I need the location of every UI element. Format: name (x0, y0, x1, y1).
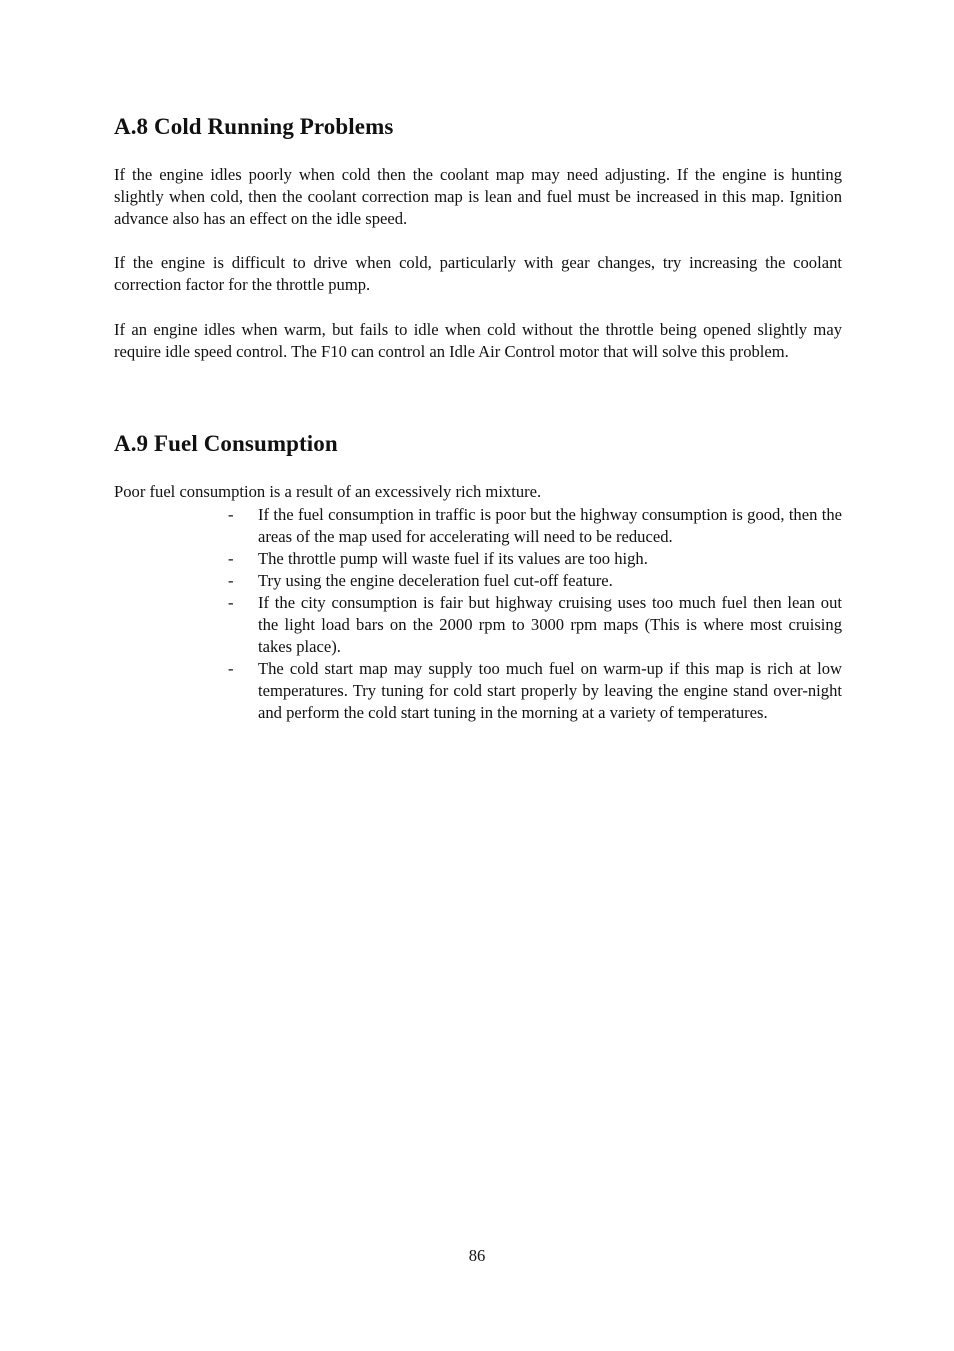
bullet-dash: - (228, 505, 234, 524)
list-item (114, 504, 842, 548)
list-item-text: The throttle pump will waste fuel if its values are too high. (258, 549, 648, 568)
fuel-consumption-list (114, 504, 842, 724)
section-heading-a9: A.9 Fuel Consumption (114, 431, 338, 456)
list-item-text: If the city consumption is fair but highway cruising uses too much fuel then lean out the light load bars on the 2000 rpm to 3000 rpm maps (This is where most cruising takes place). (258, 593, 842, 656)
paragraph-coolant-map: If the engine idles poorly when cold then the coolant map may need adjusting. If the engine is hunting slightly when cold, then the coolant correction map is lean and fuel must be increased in this map. Ignition advance also has an effect on the idle speed. (114, 165, 842, 228)
bullet-dash: - (228, 571, 234, 590)
list-item-text: Try using the engine deceleration fuel cut-off feature. (258, 571, 613, 590)
list-item (114, 592, 842, 658)
page-number: 86 (468, 1246, 486, 1265)
list-item (114, 570, 842, 592)
paragraph-idle-speed-control: If an engine idles when warm, but fails to idle when cold without the throttle being opened slightly may require idle speed control. The F10 can control an Idle Air Control motor that will solve this problem. (114, 320, 842, 361)
list-item (114, 658, 842, 724)
bullet-dash: - (228, 593, 234, 612)
list-item (114, 548, 842, 570)
list-item-text: If the fuel consumption in traffic is poor but the highway consumption is good, then the areas of the map used for accelerating will need to be reduced. (258, 505, 842, 546)
list-item-text: The cold start map may supply too much fuel on warm-up if this map is rich at low temperatures. Try tuning for cold start properly by leaving the engine stand over-night and perform the cold start tuning in the morning at a variety of temperatures. (258, 659, 842, 722)
section-heading-a8: A.8 Cold Running Problems (114, 114, 394, 139)
bullet-dash: - (228, 549, 234, 568)
paragraph-throttle-pump: If the engine is difficult to drive when cold, particularly with gear changes, try increasing the coolant correction factor for the throttle pump. (114, 253, 842, 294)
paragraph-fuel-intro: Poor fuel consumption is a result of an excessively rich mixture. (114, 482, 542, 501)
bullet-dash: - (228, 659, 234, 678)
